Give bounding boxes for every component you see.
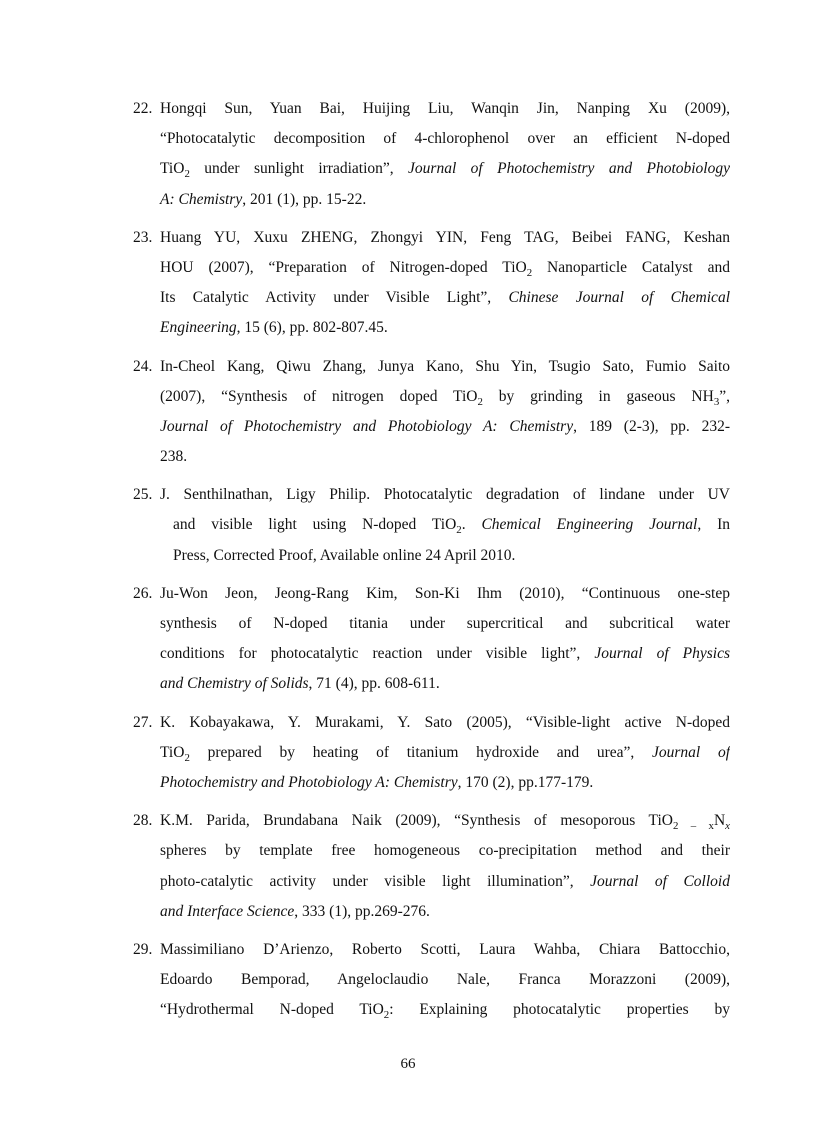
text-run: , In [697, 516, 730, 534]
journal-title: Chemical Engineering Journal [481, 516, 698, 534]
reference-26 [133, 579, 730, 700]
reference-line [133, 768, 730, 798]
reference-24 [133, 352, 730, 473]
subscript: 2 – x [672, 819, 714, 832]
text-run: , 170 (2), pp.177-179. [457, 773, 594, 791]
reference-line [133, 738, 730, 768]
journal-title: and Interface Science [160, 902, 295, 920]
text-run: under sunlight irradiation”, [189, 160, 409, 178]
text-run: , 71 (4), pp. 608-611. [308, 675, 440, 693]
text-run: and visible light using N-doped TiO [173, 516, 457, 534]
journal-title: Chinese Journal of Chemical [508, 289, 730, 307]
text-run: , 189 (2-3), pp. 232- [573, 417, 730, 435]
text-run: spheres by template free homogeneous co-precipitation method and their [160, 842, 730, 860]
reference-line [133, 283, 730, 313]
text-run: “Photocatalytic decomposition of 4-chlorophenol over an efficient N-doped [160, 130, 730, 148]
text-run: . [461, 516, 482, 534]
reference-number: 23. [133, 228, 153, 246]
text-run: synthesis of N-doped titania under supercritical and subcritical water [160, 615, 730, 632]
subscript: 2 [477, 395, 483, 408]
reference-line [133, 669, 730, 699]
reference-line [133, 708, 730, 738]
reference-27 [133, 708, 730, 799]
subscript: 2 [184, 751, 190, 764]
subscript: 2 [526, 266, 533, 279]
journal-title: Journal of Photochemistry and Photobiology A: Chemistry [160, 417, 574, 435]
reference-22 [133, 94, 730, 215]
reference-line [133, 442, 730, 472]
subscript: 3 [713, 395, 720, 408]
reference-line [133, 185, 730, 215]
text-run: Massimiliano D’Arienzo, Roberto Scotti, Laura Wahba, Chiara Battocchio, [160, 940, 730, 958]
reference-line [133, 867, 730, 897]
subscript: 2 [456, 524, 462, 537]
reference-line [133, 154, 730, 184]
journal-title: Photochemistry and Photobiology A: Chemistry [160, 773, 458, 791]
reference-line [133, 253, 730, 283]
text-run: Its Catalytic Activity under Visible Light”, [160, 289, 509, 307]
text-run: by grinding in gaseous NH [482, 387, 714, 405]
journal-title: and Chemistry of Solids [160, 675, 309, 693]
text-run: K.M. Parida, Brundabana Naik (2009), “Synthesis of mesoporous TiO [160, 812, 673, 830]
reference-number: 22. [133, 100, 153, 117]
reference-number: 27. [133, 713, 153, 731]
text-run: 238. [160, 448, 188, 466]
reference-line [133, 412, 730, 442]
text-run: (2007), “Synthesis of nitrogen doped TiO [160, 387, 478, 405]
text-run: Hongqi Sun, Yuan Bai, Huijing Liu, Wanqin Jin, Nanping Xu (2009), [160, 100, 730, 117]
text-run: conditions for photocatalytic reaction under visible light”, [160, 645, 595, 663]
reference-line [133, 897, 730, 927]
journal-title: Journal of Photochemistry and Photobiology [408, 160, 730, 178]
reference-line [133, 935, 730, 965]
text-run: , 15 (6), pp. 802-807.45. [236, 319, 388, 337]
reference-line [133, 510, 730, 540]
reference-29 [133, 935, 730, 1026]
reference-line [133, 639, 730, 669]
text-run: N [713, 812, 726, 830]
reference-line [133, 480, 730, 510]
text-run: prepared by heating of titanium hydroxide and urea”, [189, 743, 652, 761]
text-run: Edoardo Bemporad, Angeloclaudio Nale, Franca Morazzoni (2009), [160, 971, 730, 989]
reference-number: 25. [133, 486, 153, 504]
text-run: HOU (2007), “Preparation of Nitrogen-doped TiO [160, 258, 527, 276]
subscript [725, 820, 730, 832]
text-run: Huang YU, Xuxu ZHENG, Zhongyi YIN, Feng TAG, Beibei FANG, Keshan [160, 228, 730, 246]
text-run: ”, [719, 387, 730, 405]
reference-line [133, 313, 730, 343]
reference-line [133, 965, 730, 995]
text-run: In-Cheol Kang, Qiwu Zhang, Junya Kano, Shu Yin, Tsugio Sato, Fumio Saito [160, 357, 730, 375]
reference-line [133, 382, 730, 412]
text-run: TiO [160, 743, 185, 761]
text-run: J. Senthilnathan, Ligy Philip. Photocatalytic degradation of lindane under UV [160, 486, 730, 504]
text-run: photo-catalytic activity under visible light illumination”, [160, 872, 591, 890]
page-number: 66 [400, 1056, 416, 1072]
reference-line [133, 836, 730, 866]
subscript: 2 [184, 168, 190, 181]
text-run: , 201 (1), pp. 15-22. [242, 190, 367, 208]
text-run: Press, Corrected Proof, Available online 24 April 2010. [173, 546, 516, 564]
subscript: 2 [383, 1009, 390, 1022]
text-run: “Hydrothermal N-doped TiO [160, 1001, 384, 1019]
reference-line [133, 124, 730, 154]
journal-title: Journal of Colloid [590, 872, 730, 890]
reference-line [133, 94, 730, 124]
journal-title: A: Chemistry [160, 190, 243, 208]
journal-title: Journal of [652, 743, 730, 761]
reference-line [133, 579, 730, 609]
text-run: : Explaining photocatalytic properties by [389, 1001, 730, 1019]
reference-line [133, 352, 730, 382]
reference-number: 28. [133, 812, 153, 830]
reference-list [133, 94, 730, 1033]
text-run: TiO [160, 160, 185, 178]
reference-line [133, 806, 730, 836]
reference-number: 24. [133, 357, 153, 375]
text-run: , 333 (1), pp.269-276. [294, 902, 430, 920]
journal-title: Engineering [160, 319, 237, 337]
reference-line [133, 609, 730, 639]
reference-line [133, 223, 730, 253]
reference-line [133, 995, 730, 1025]
text-run: Nanoparticle Catalyst and [532, 258, 730, 276]
reference-number: 29. [133, 940, 153, 958]
journal-title: Journal of Physics [594, 645, 730, 663]
reference-number: 26. [133, 584, 153, 602]
reference-28 [133, 806, 730, 927]
reference-line [133, 541, 730, 571]
reference-25 [133, 480, 730, 571]
text-run: Ju-Won Jeon, Jeong-Rang Kim, Son-Ki Ihm (2010), “Continuous one-step [160, 584, 730, 602]
text-run: K. Kobayakawa, Y. Murakami, Y. Sato (2005), “Visible-light active N-doped [160, 713, 730, 731]
reference-23 [133, 223, 730, 344]
subscript-italic: x [725, 819, 730, 832]
